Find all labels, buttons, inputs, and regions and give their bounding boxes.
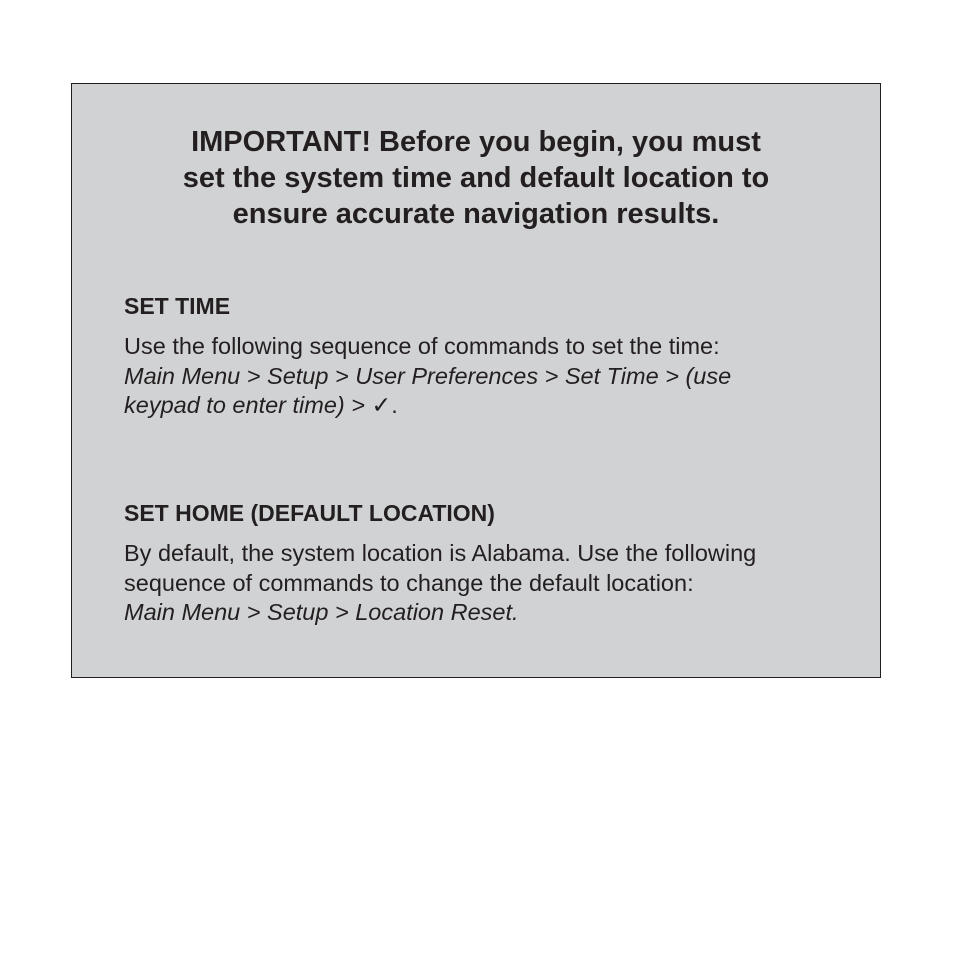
set-time-section xyxy=(124,291,854,421)
set-time-instructions xyxy=(124,332,854,421)
set-time-path-line1: Main Menu > Setup > User Preferences > Set Time > (use xyxy=(124,362,732,389)
headline-line: IMPORTANT! Before you begin, you must xyxy=(191,126,761,158)
important-notice-headline xyxy=(72,124,880,232)
set-home-section xyxy=(124,498,854,628)
set-time-intro: Use the following sequence of commands to set the time: xyxy=(124,333,720,359)
set-home-instructions xyxy=(124,539,854,628)
set-time-path-line2-wrap xyxy=(124,391,854,421)
checkmark-icon: ✓ xyxy=(371,392,392,418)
set-time-path-end: . xyxy=(391,392,398,418)
set-home-line1: By default, the system location is Alabama. Use the following xyxy=(124,540,757,566)
headline-line: ensure accurate navigation results. xyxy=(232,198,720,230)
headline-line: set the system time and default location to xyxy=(182,162,770,194)
set-time-heading: SET TIME xyxy=(124,293,231,319)
set-time-path-line2: keypad to enter time) > xyxy=(124,392,372,418)
notice-box xyxy=(71,83,881,678)
set-home-line2: sequence of commands to change the default location: xyxy=(124,569,694,596)
set-home-heading: SET HOME (DEFAULT LOCATION) xyxy=(124,500,495,526)
set-home-path: Main Menu > Setup > Location Reset. xyxy=(124,599,519,625)
